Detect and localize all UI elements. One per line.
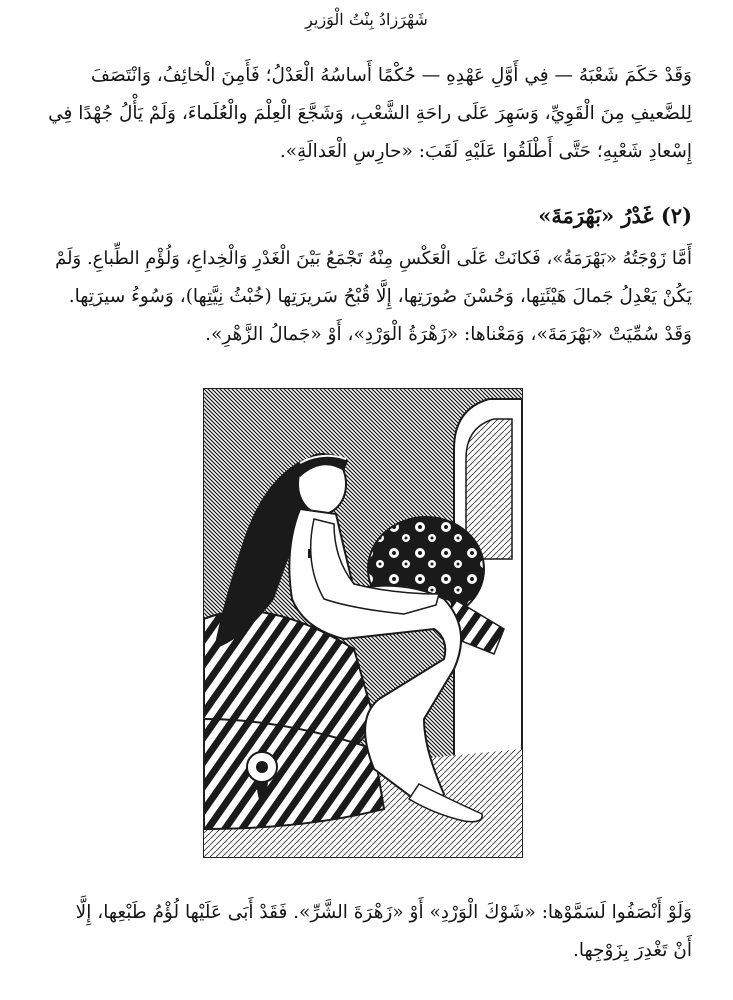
paragraph-line: أَنْ تَغْدِرَ بِزَوْجِها. [573,940,692,961]
running-header: شَهْرَزادُ بِنْتُ الْوَزيرِ [305,10,428,29]
paragraph-2 [40,240,692,354]
paragraph-3 [40,894,692,970]
paragraph-line: إِسْعادِ شَعْبِهِ؛ حَتَّى أَطْلَقُوا عَلَيْهِ لَقَبَ: «حارِسِ الْعَدالَةِ». [279,141,692,162]
paragraph-line: يَكُنْ يَعْدِلُ جَمالَ هَيْئَتِها، وَحُسْنَ صُورَتِها، إِلَّا قُبْحُ سَريرَتِها (خُبْثُ نِيَّتِها)، وَسُوءُ سيرَتِها. [68,286,692,307]
illustration-woman-seated-on-cushions [203,388,523,858]
paragraph-1 [40,57,692,171]
section-heading: (٢) غَدْرُ «بَهْرَمَةَ» [538,203,692,228]
paragraph-line: وَقَدْ حَكَمَ شَعْبَهُ — فِي أَوَّلِ عَهْدِهِ — حُكْمًا أَساسُهُ الْعَدْلُ؛ فَأَمِنَ الْخائِفُ، وَانْتَصَفَ [90,65,692,86]
paragraph-line: وَقَدْ سُمِّيَتْ «بَهْرَمَةَ»، وَمَعْناها: «زَهْرَةُ الْوَرْدِ»، أَوْ «جَمالُ الزَّهْرِ». [205,324,692,345]
paragraph-line: أَمَّا زَوْجَتُهُ «بَهْرَمَةُ»، فَكانَتْ عَلَى الْعَكْسِ مِنْهُ تَجْمَعُ بَيْنَ الْغَدْرِ وَالْخِداعِ، وَلُؤْمِ الطِّباعِ. وَلَمْ [55,248,692,269]
paragraph-line: لِلضَّعيفِ مِنَ الْقَوِيِّ، وَسَهِرَ عَلَى راحَةِ الشَّعْبِ، وَشَجَّعَ الْعِلْمَ والْعُلَماءَ، وَلَمْ يَأْلُ جُهْدًا فِي [48,103,692,124]
paragraph-line: وَلَوْ أَنْصَفُوا لَسَمَّوْها: «شَوْكَ الْوَرْدِ» أَوْ «زَهْرَةَ الشَّرِّ». فَقَدْ أَبَى عَلَيْها لُؤْمُ طَبْعِها، إِلَّا [75,902,692,923]
